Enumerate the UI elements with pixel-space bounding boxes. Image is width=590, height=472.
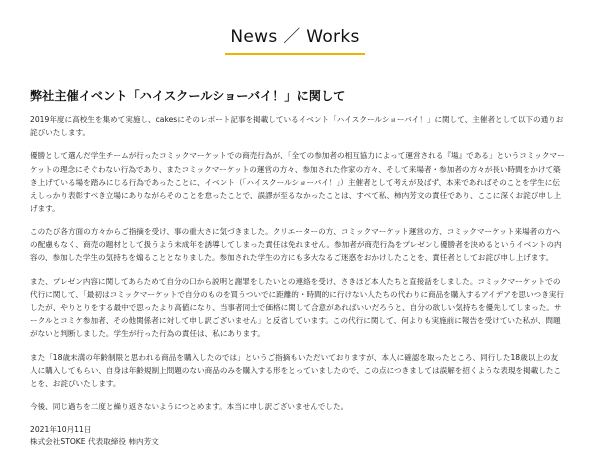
page-header xyxy=(0,0,590,62)
article-paragraph: 優勝として選んだ学生チームが行ったコミックマーケットでの商売行為が、「全ての参加者の相互協力によって運営される『場』である」というコミックマーケットの理念にそぐわない行為であり、またコミックマーケットの運営の方々、参加された作家の方々、そして来場者・参加者の方々が長い時間をかけて築き上げている場を踏みにじる行為であったことに、イベント（「ハイスクールショーバイ！」）主催者として考えが及ばず、本来であればそのことを学生に伝えしっかり表彰すべき立場にありながらそのことを怠ったことで、誤謬が至るなかったことは、すべて私、柿内芳文の責任であり、ここに深くお詫び申し上げます。 xyxy=(30,151,565,213)
article-paragraph: また「18歳未満の年齢制限と思われる商品を購入したのでは」というご指摘もいただいておりますが、本人に確認を取ったところ、同行した18歳以上の友人に購入してもらい、自身は年齢規制上問題のない商品のみを購入する形をとっていましたので、この点につきましては誤解を招くような表現を掲載したことを、お詫びいたします。 xyxy=(30,352,562,388)
article-paragraph: 今後、同じ過ちを二度と繰り返さないようにつとめます。本当に申し訳ございませんでした。 xyxy=(30,402,349,412)
page-title: News ／ Works xyxy=(230,27,360,47)
article-signature: 株式会社STOKE 代表取締役 柿内芳文 xyxy=(30,437,159,447)
article-title: 弊社主催イベント「ハイスクールショーバイ！」に関して xyxy=(30,89,346,103)
title-underline xyxy=(225,53,365,55)
article xyxy=(30,88,565,449)
article-date: 2021年10月11日 xyxy=(30,424,92,434)
article-paragraph: 2019年度に高校生を集めて実施し、cakesにそのレポート記事を掲載しているイベント「ハイスクールショーバイ！」に関して、主催者として以下の通りお詫びいたします。 xyxy=(30,115,564,138)
article-paragraph: このたび各方面の方々からご指摘を受け、事の重大さに気づきました。クリエーターの方、コミックマーケット運営の方、コミックマーケット来場者の方への配慮もなく、商売の題材として扱うよう未成年を誘導してしまった責任は免れません。参加者が商売行為をプレゼンし優勝者を決めるというイベントの内容の、参加した学生の気持ちを煽ることとなりました。参加された学生の方にも多大なるご迷惑をおかけしたことを、責任者としてお詫び申し上げます。 xyxy=(30,227,562,263)
article-paragraph: また、プレゼン内容に関してあらためて自分の口から説明と謝罪をしたいとの連絡を受け、さきほど本人たちと直接話をしました。コミックマーケットでの代行に関して、「最初はコミックマーケットで自分のものを買うついでに距離的・時間的に行けない人たちの代わりに商品を購入するアイデアを思いつき実行したが、やりとりをする最中で思ったより高値になり、当事者同士で価格に関して合意があればいいだろうと、自分の欲しい気持ちを優先してしまった。サークルとコミケ参加者、その他関係者に対して申し訳ございません」と反省しています。この代行に関して、何よりも実施前に報告を受けていた私が、問題がないと判断しました。学生が行った行為の責任は、私にあります。 xyxy=(30,276,564,339)
